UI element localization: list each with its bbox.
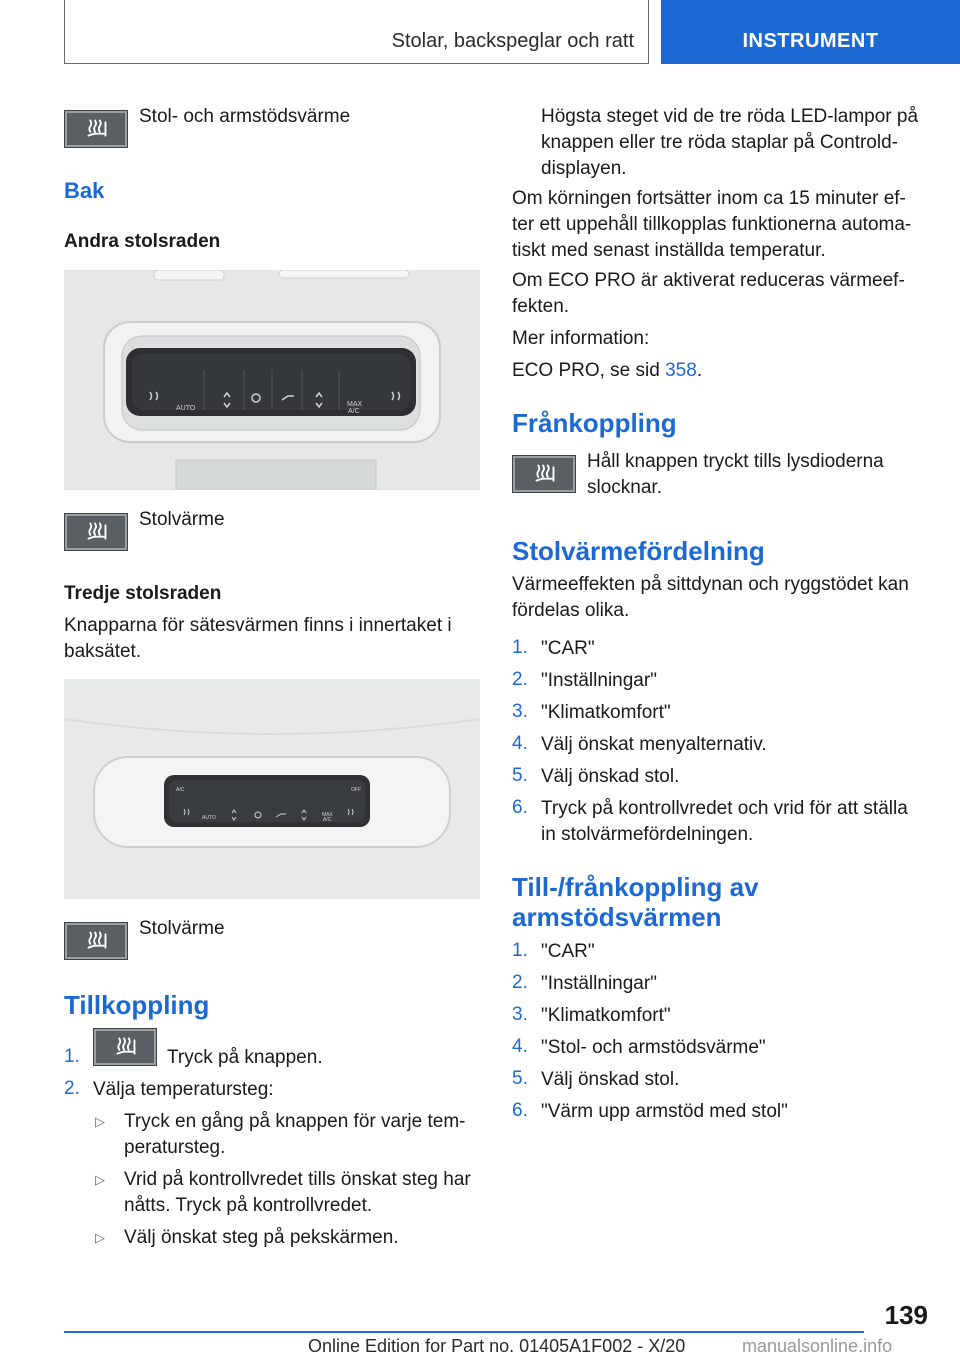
row3-icon-label: Stolvärme — [139, 918, 225, 939]
seat-heating-icon — [64, 922, 128, 960]
heading-bak: Bak — [64, 178, 105, 203]
footer-divider — [64, 1331, 864, 1333]
list1-num-5: 5. — [512, 765, 528, 786]
row3-text-line-1: Knapparna för sätesvärmen finns i innertaket i — [64, 615, 452, 636]
seat-heating-icon — [64, 110, 128, 148]
p1-line-1: Om körningen fortsätter inom ca 15 minuter ef- — [512, 188, 906, 209]
bullet1-line-2: peratursteg. — [124, 1137, 226, 1158]
p4-suffix: . — [696, 360, 703, 381]
heading-second-row: Andra stolsraden — [64, 231, 221, 252]
list1-item-4: Välj önskat menyalternativ. — [541, 734, 767, 755]
seat-heating-icon — [512, 455, 576, 493]
row3-text-line-2: baksätet. — [64, 641, 142, 662]
footer-edition: Online Edition for Part no. 01405A1F002 - X/20 — [308, 1336, 686, 1356]
bullet-marker: ▷ — [95, 1172, 105, 1187]
step2-number: 2. — [64, 1078, 80, 1099]
step1-text: Tryck på knappen. — [167, 1047, 323, 1068]
heading-fordelning: Stolvärmefördelning — [512, 536, 765, 566]
fordelning-line-2: fördelas olika. — [512, 600, 630, 621]
list1-num-4: 4. — [512, 733, 528, 754]
bullet2-line-2: nåtts. Tryck på kontrollvredet. — [124, 1195, 373, 1216]
cont-line-3: displayen. — [541, 158, 627, 179]
list1-item-5: Välj önskad stol. — [541, 766, 680, 787]
header-section-box — [64, 0, 649, 64]
panel2-label-off: OFF — [351, 787, 361, 793]
list1-num-3: 3. — [512, 701, 528, 722]
heading-frankoppling: Frånkoppling — [512, 408, 677, 438]
heading-tillkoppling: Tillkoppling — [64, 990, 210, 1020]
cont-line-2: knappen eller tre röda staplar på Controld- — [541, 132, 898, 153]
list1-item-6-line-2: in stolvärmefördelningen. — [541, 824, 754, 845]
photo-third-row-panel — [64, 679, 480, 899]
page-reference-link[interactable]: 358 — [665, 360, 697, 381]
heading-third-row: Tredje stolsraden — [64, 583, 222, 604]
p1-line-2: ter ett uppehåll tillkopplas funktionerna automa- — [512, 214, 912, 235]
p2-line-1: Om ECO PRO är aktiverat reduceras värmeef- — [512, 270, 905, 291]
photo-second-row-panel — [64, 270, 480, 490]
page-number: 139 — [884, 1300, 928, 1330]
step2-text: Välja temperatursteg: — [93, 1079, 274, 1100]
list2-item-3: "Klimatkomfort" — [541, 1005, 671, 1026]
step1-number: 1. — [64, 1046, 80, 1067]
list2-num-4: 4. — [512, 1036, 528, 1057]
list1-num-6: 6. — [512, 797, 528, 818]
header-section-title: Stolar, backspeglar och ratt — [391, 30, 634, 52]
list1-num-1: 1. — [512, 637, 528, 658]
panel2-label-auto: AUTO — [202, 815, 216, 821]
header-chapter-tab[interactable] — [661, 0, 960, 64]
list2-num-3: 3. — [512, 1004, 528, 1025]
bullet1-line-1: Tryck en gång på knappen för varje tem- — [124, 1111, 466, 1132]
top-icon-label: Stol- och armstödsvärme — [139, 106, 351, 127]
seat-heating-icon — [64, 513, 128, 551]
bullet3-line-1: Välj önskat steg på pekskärmen. — [124, 1227, 399, 1248]
heading-armrest-line-2: armstödsvärmen — [512, 902, 722, 932]
p2-line-2: fekten. — [512, 296, 570, 317]
frankoppling-line-1: Håll knappen tryckt tills lysdioderna — [587, 451, 884, 472]
list1-num-2: 2. — [512, 669, 528, 690]
header-chapter-title: INSTRUMENT — [742, 30, 879, 52]
list2-item-1: "CAR" — [541, 941, 595, 962]
list2-num-2: 2. — [512, 972, 528, 993]
list2-item-6: "Värm upp armstöd med stol" — [541, 1101, 788, 1122]
list2-item-5: Välj önskad stol. — [541, 1069, 680, 1090]
bullet-marker: ▷ — [95, 1230, 105, 1245]
p1-line-3: tiskt med senast inställda temperatur. — [512, 240, 826, 261]
panel1-label-ac: A/C — [348, 408, 360, 415]
list2-item-2: "Inställningar" — [541, 973, 657, 994]
p4-prefix: ECO PRO, se sid — [512, 360, 666, 381]
bullet2-line-1: Vrid på kontrollvredet tills önskat steg har — [124, 1169, 471, 1190]
panel1-label-max: MAX — [347, 401, 363, 408]
panel2-label-max: MAX — [322, 812, 333, 818]
list1-item-1: "CAR" — [541, 638, 595, 659]
list2-num-5: 5. — [512, 1068, 528, 1089]
p4 — [512, 358, 702, 384]
bullet-marker: ▷ — [95, 1114, 105, 1129]
list1-item-2: "Inställningar" — [541, 670, 657, 691]
row2-icon-label: Stolvärme — [139, 509, 225, 530]
footer-watermark: manualsonline.info — [742, 1336, 893, 1356]
panel1-label-auto: AUTO — [176, 405, 196, 412]
fordelning-line-1: Värmeeffekten på sittdynan och ryggstödet kan — [512, 574, 909, 595]
list2-item-4: "Stol- och armstödsvärme" — [541, 1037, 766, 1058]
panel2-label-ac: A/C — [323, 817, 332, 823]
list2-num-6: 6. — [512, 1100, 528, 1121]
seat-heating-icon — [93, 1028, 157, 1066]
list1-item-6-line-1: Tryck på kontrollvredet och vrid för att ställa — [541, 798, 908, 819]
cont-line-1: Högsta steget vid de tre röda LED-lampor på — [541, 106, 919, 127]
heading-armrest-line-1: Till-/frånkoppling av — [512, 872, 759, 902]
frankoppling-line-2: slocknar. — [587, 477, 662, 498]
panel2-label-ac-top: A/C — [176, 787, 185, 793]
list1-item-3: "Klimatkomfort" — [541, 702, 671, 723]
list2-num-1: 1. — [512, 940, 528, 961]
p3: Mer information: — [512, 328, 650, 349]
